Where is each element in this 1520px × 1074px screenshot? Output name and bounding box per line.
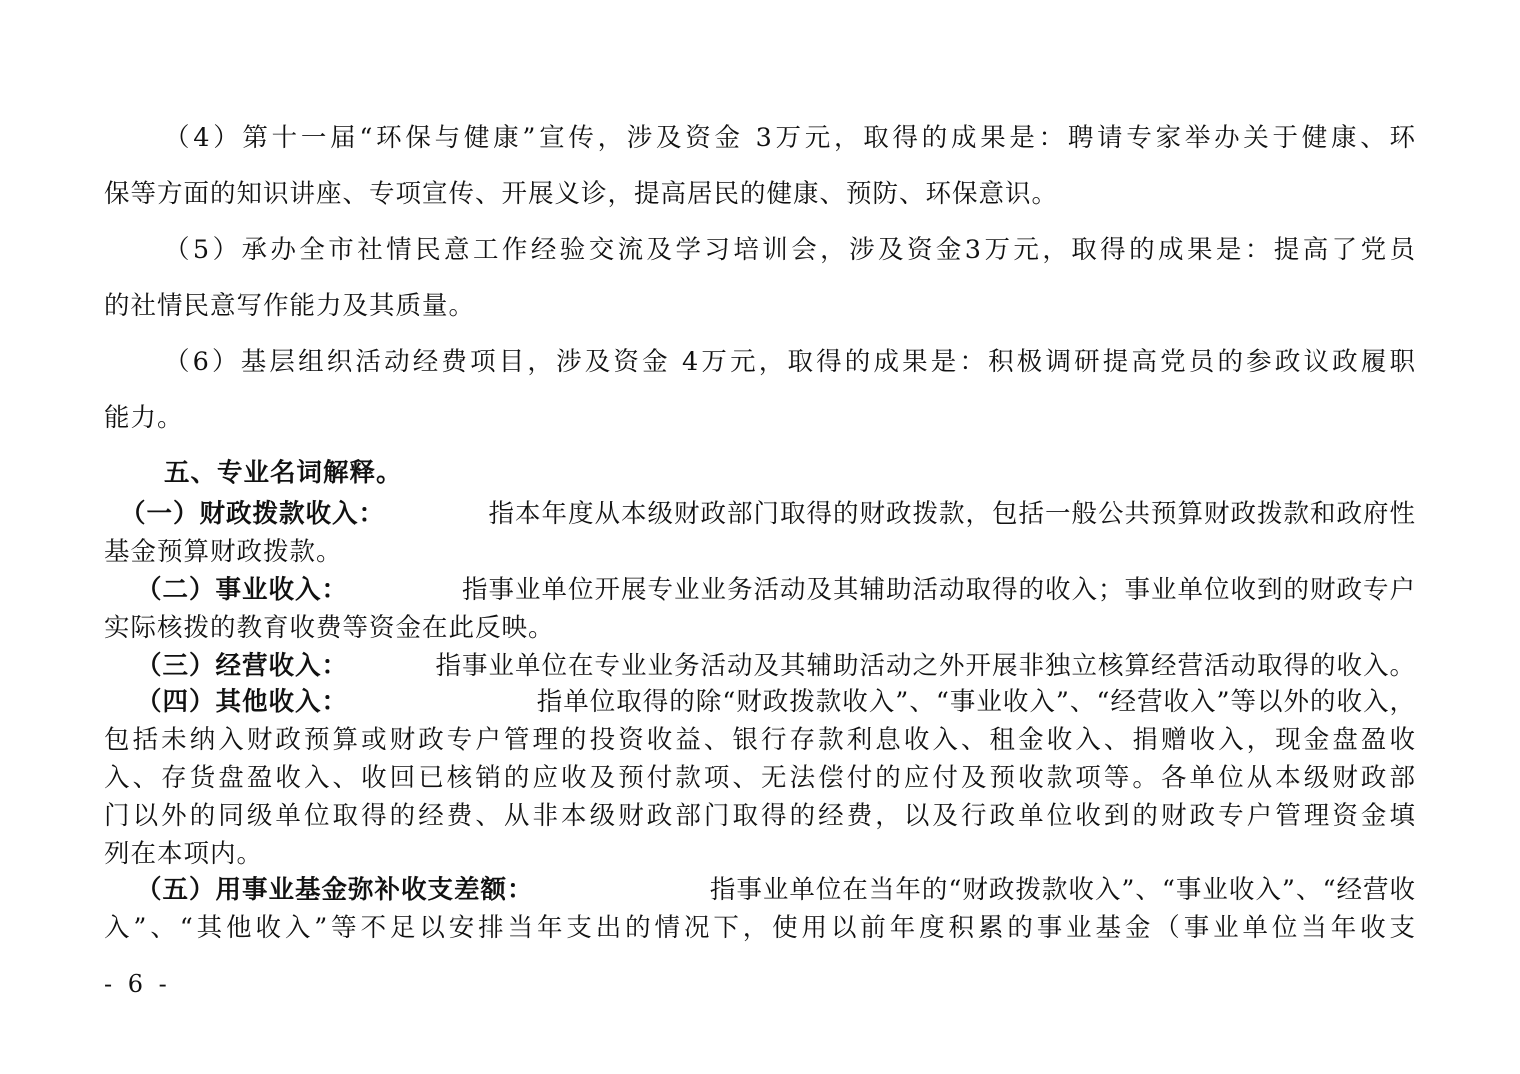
definition-text-continued: 列在本项内。: [104, 839, 264, 869]
definition-text: 指本年度从本级财政部门取得的财政拨款，包括一般公共预算财政拨款和政府性: [488, 499, 1416, 529]
item5-line1: （5）承办全市社情民意工作经验交流及学习培训会，涉及资金3万元，取得的成果是：提高了党员: [164, 235, 1416, 265]
definition-business-income: [136, 573, 1416, 607]
definition-term: （二）事业收入：: [136, 575, 349, 605]
item4-line2: 保等方面的知识讲座、专项宣传、开展义诊，提高居民的健康、预防、环保意识。: [104, 179, 1059, 209]
definition-operating-income: [136, 649, 1416, 683]
definition-text-continued: 门以外的同级单位取得的经费、从非本级财政部门取得的经费，以及行政单位收到的财政专户管理资金填: [104, 801, 1416, 831]
item6-line1: （6）基层组织活动经费项目，涉及资金 4万元，取得的成果是：积极调研提高党员的参政议政履职: [164, 347, 1416, 377]
definition-text-continued: 入、存货盘盈收入、收回已核销的应收及预付款项、无法偿付的应付及预收款项等。各单位从本级财政部: [104, 763, 1416, 793]
definition-term: （四）其他收入：: [136, 687, 349, 717]
definition-text-continued: 入”、“其他收入”等不足以安排当年支出的情况下，使用以前年度积累的事业基金（事业单位当年收支: [104, 913, 1416, 943]
item4-line1: （4）第十一届“环保与健康”宣传，涉及资金 3万元，取得的成果是：聘请专家举办关于健康、环: [164, 123, 1416, 153]
definition-text: 指事业单位在专业业务活动及其辅助活动之外开展非独立核算经营活动取得的收入。: [435, 651, 1416, 681]
page-number: - 6 -: [104, 970, 171, 998]
definition-text-continued: 包括未纳入财政预算或财政专户管理的投资收益、银行存款利息收入、租金收入、捐赠收入，现金盘盈收: [104, 725, 1416, 755]
definition-term: （五）用事业基金弥补收支差额：: [136, 875, 534, 905]
item5-line2: 的社情民意写作能力及其质量。: [104, 291, 476, 321]
definition-text-continued: 实际核拨的教育收费等资金在此反映。: [104, 613, 555, 643]
definition-text: 指单位取得的除“财政拨款收入”、“事业收入”、“经营收入”等以外的收入，: [536, 687, 1416, 717]
section-heading: 五、专业名词解释。: [164, 458, 403, 488]
definition-financial-appropriation: [120, 497, 1416, 531]
definition-text: 指事业单位在当年的“财政拨款收入”、“事业收入”、“经营收: [709, 875, 1416, 905]
definition-term: （三）经营收入：: [136, 651, 349, 681]
definition-text-continued: 基金预算财政拨款。: [104, 537, 343, 567]
item6-line2: 能力。: [104, 403, 184, 433]
definition-text: 指事业单位开展专业业务活动及其辅助活动取得的收入；事业单位收到的财政专户: [461, 575, 1416, 605]
definition-fund-offset: [136, 873, 1416, 907]
definition-term: （一）财政拨款收入：: [120, 499, 386, 529]
definition-other-income: [136, 685, 1416, 719]
